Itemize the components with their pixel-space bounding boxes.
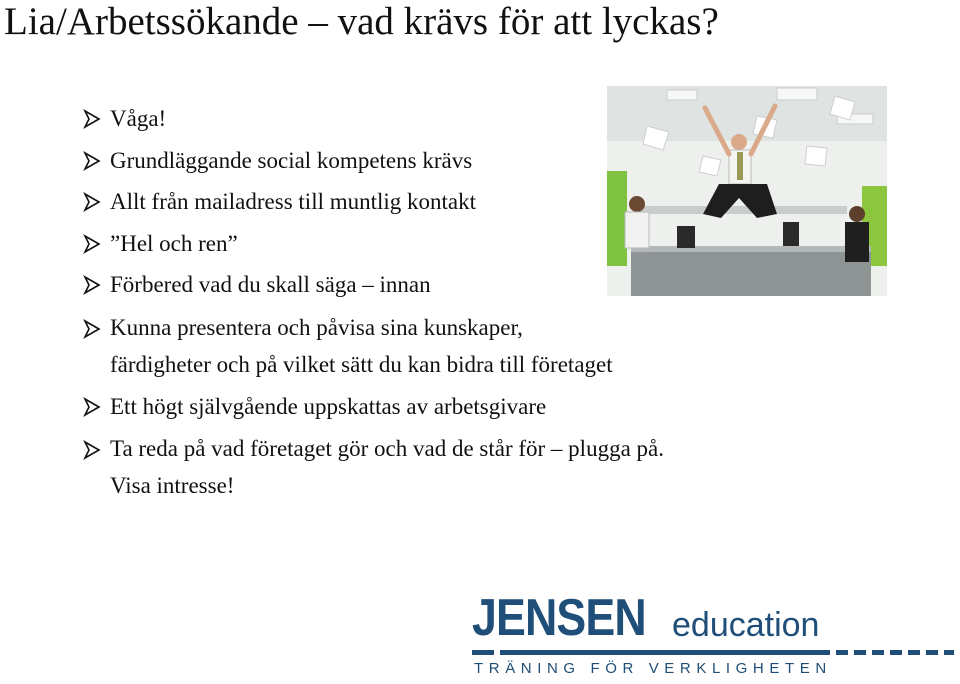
bullet-item: [82, 306, 942, 386]
office-photo-illustration: [607, 86, 887, 296]
logo-rule-mid: [500, 650, 830, 655]
logo-rule-dash: [836, 650, 954, 655]
bullet-text-line-1: Kunna presentera och påvisa sina kunskaper,: [110, 314, 523, 340]
arrow-bullet-icon: [82, 264, 102, 305]
arrow-bullet-icon: [82, 308, 102, 349]
logo-tagline: TRÄNING FÖR VERKLIGHETEN: [474, 660, 832, 677]
logo-rule-left: [472, 650, 494, 655]
bullet-text: Allt från mailadress till muntlig kontakt: [110, 189, 477, 214]
slide-title: Lia/Arbetssökande – vad krävs för att lyckas?: [4, 0, 719, 43]
bullet-item: [82, 427, 942, 507]
logo-wordmark: [472, 589, 674, 647]
office-photo: [607, 86, 887, 296]
arrow-bullet-icon: [82, 223, 102, 264]
bullet-text: Grundläggande social kompetens krävs: [110, 147, 473, 173]
bullet-text: Våga!: [110, 106, 167, 131]
bullet-text-line-1: Ta reda på vad företaget gör och vad de står för – plugga på.: [110, 436, 664, 461]
arrow-bullet-icon: [82, 181, 102, 222]
bullet-text: Förbered vad du skall säga – innan: [110, 272, 431, 297]
logo-brand: JENSEN: [472, 589, 646, 647]
arrow-bullet-icon: [82, 98, 102, 139]
logo-sub: education: [672, 606, 820, 644]
bullet-text-line-2: färdigheter och på vilket sätt du kan bidra till företaget: [110, 351, 613, 377]
bullet-text-line-2: Visa intresse!: [110, 473, 235, 498]
arrow-bullet-icon: [82, 140, 102, 181]
bullet-item: [82, 386, 942, 428]
arrow-bullet-icon: [82, 386, 102, 427]
bullet-text: Ett högt självgående uppskattas av arbetsgivare: [110, 393, 547, 419]
jensen-education-logo: [472, 589, 958, 684]
bullet-text: ”Hel och ren”: [110, 230, 238, 256]
arrow-bullet-icon: [82, 429, 102, 470]
